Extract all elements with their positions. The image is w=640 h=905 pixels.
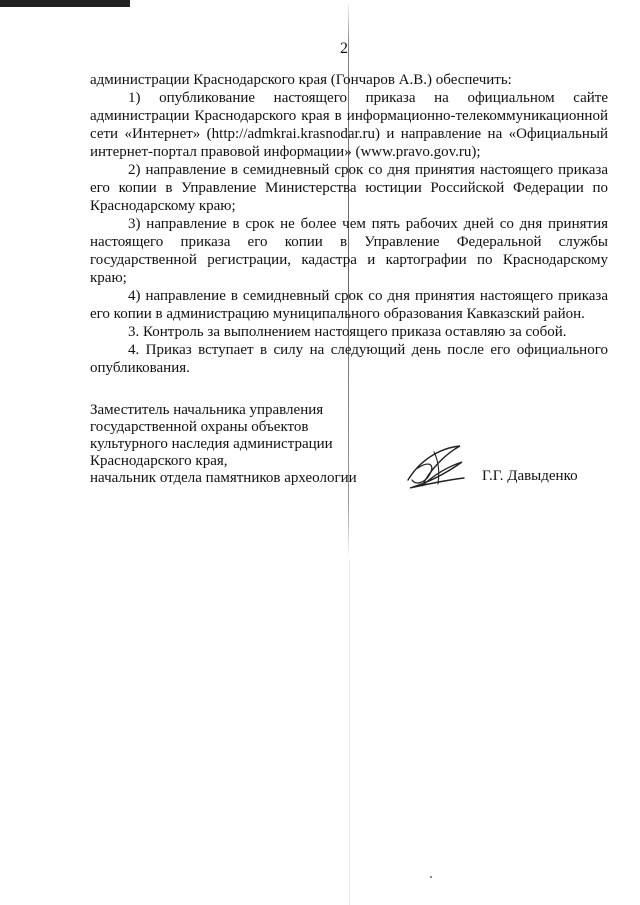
- body-line: государственной регистрации, кадастра и картографии по Краснодарскому: [90, 252, 608, 268]
- scan-edge-mark: [0, 0, 130, 7]
- signer-title-line: Краснодарского края,: [90, 453, 228, 469]
- body-line: администрации Краснодарского края (Гончаров А.В.) обеспечить:: [90, 72, 512, 88]
- body-line: настоящего приказа его копии в Управление Федеральной службы: [90, 234, 608, 250]
- body-line: краю;: [90, 270, 127, 286]
- scan-fold-line-lower: [349, 560, 350, 905]
- body-line: его копии в Управление Министерства юстиции Российской Федерации по: [90, 180, 608, 196]
- scan-speck: [430, 876, 432, 878]
- body-line: 4. Приказ вступает в силу на следующий день после его официального: [128, 342, 608, 358]
- body-line: 3) направление в срок не более чем пять рабочих дней со дня принятия: [128, 216, 608, 232]
- body-line: 3. Контроль за выполнением настоящего приказа оставляю за собой.: [128, 324, 567, 340]
- body-line: 2) направление в семидневный срок со дня принятия настоящего приказа: [128, 162, 608, 178]
- body-line: 4) направление в семидневный срок со дня принятия настоящего приказа: [128, 288, 608, 304]
- handwritten-signature: [400, 440, 470, 495]
- signer-title-line: начальник отдела памятников археологии: [90, 470, 357, 486]
- page-number: 2: [340, 40, 348, 57]
- body-line: администрации Краснодарского края в информационно-телекоммуникационной: [90, 108, 608, 124]
- signer-title-line: Заместитель начальника управления: [90, 402, 324, 418]
- signer-name: Г.Г. Давыденко: [482, 468, 578, 484]
- body-line: опубликования.: [90, 360, 190, 376]
- signer-title-line: государственной охраны объектов: [90, 419, 309, 435]
- body-line: интернет-портал правовой информации» (www.pravo.gov.ru);: [90, 144, 481, 160]
- body-line: Краснодарскому краю;: [90, 198, 236, 214]
- body-line: его копии в администрацию муниципального образования Кавказский район.: [90, 306, 585, 322]
- signer-title-line: культурного наследия администрации: [90, 436, 333, 452]
- body-line: сети «Интернет» (http://admkrai.krasnodar.ru) и направление на «Официальный: [90, 126, 608, 142]
- body-line: 1) опубликование настоящего приказа на официальном сайте: [128, 90, 608, 106]
